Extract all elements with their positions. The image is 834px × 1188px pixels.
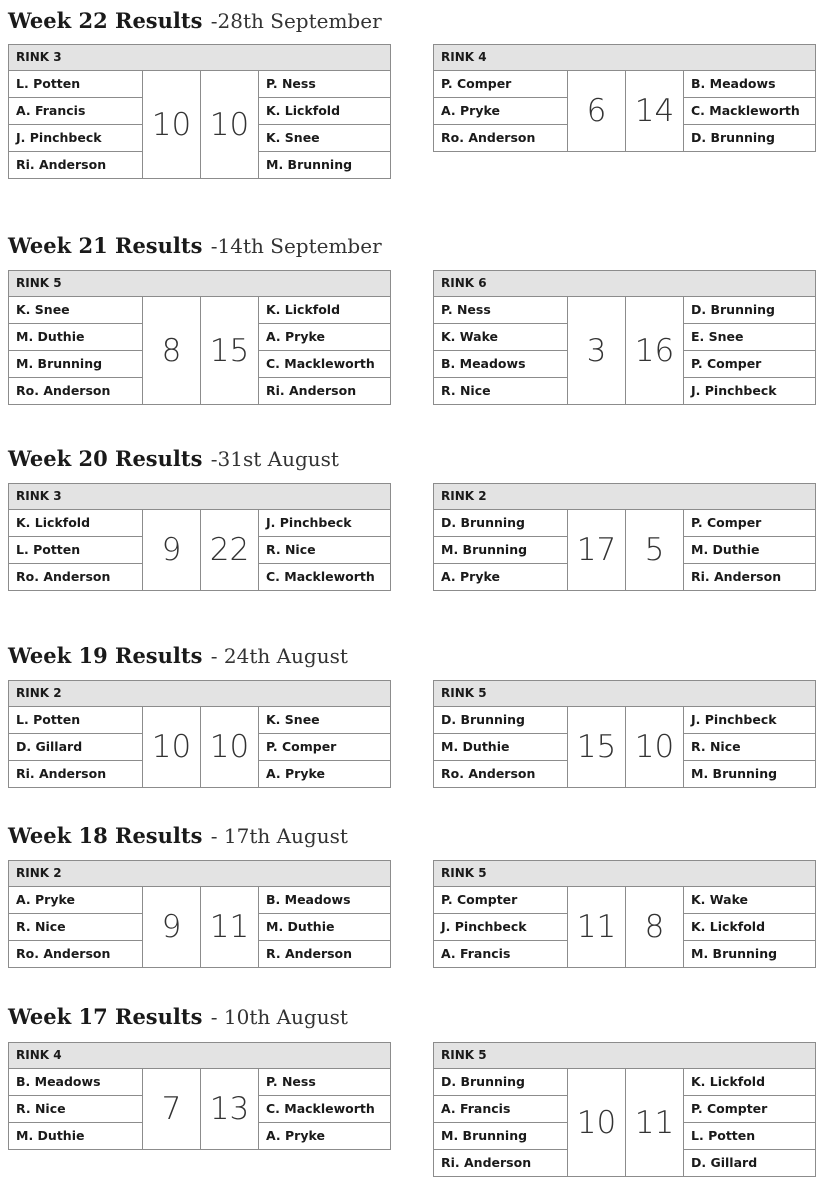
left-team <box>434 297 567 405</box>
week-heading <box>8 446 339 470</box>
player-name: C. Mackleworth <box>259 351 390 378</box>
score-left: 6 <box>567 71 625 152</box>
score-right: 14 <box>625 71 683 152</box>
player-name: P. Ness <box>259 1069 390 1096</box>
right-team <box>258 71 390 179</box>
left-team <box>9 71 142 179</box>
week-heading <box>8 8 382 32</box>
score-left: 10 <box>567 1069 625 1177</box>
rink-label: RINK 5 <box>9 271 390 297</box>
player-name: B. Meadows <box>434 351 567 378</box>
score-left: 9 <box>142 510 200 591</box>
score-left: 15 <box>567 707 625 788</box>
player-name: Ro. Anderson <box>434 125 567 152</box>
player-name: Ro. Anderson <box>9 564 142 591</box>
right-team <box>258 297 390 405</box>
week-title: Week 21 Results <box>8 233 203 258</box>
match-card <box>8 860 391 968</box>
match-grid <box>9 297 390 405</box>
player-name: B. Meadows <box>9 1069 142 1096</box>
player-name: B. Meadows <box>259 887 390 914</box>
match-card <box>433 483 816 591</box>
score-right: 10 <box>200 707 258 788</box>
match-card <box>8 44 391 179</box>
right-team <box>683 510 815 591</box>
rink-label: RINK 2 <box>9 861 390 887</box>
player-name: A. Pryke <box>259 324 390 351</box>
match-grid <box>9 887 390 968</box>
player-name: M. Duthie <box>434 734 567 761</box>
rink-label: RINK 5 <box>434 1043 815 1069</box>
score-right: 13 <box>200 1069 258 1150</box>
week-heading <box>8 643 348 667</box>
player-name: P. Comper <box>684 510 815 537</box>
player-name: A. Pryke <box>259 761 390 788</box>
week-date: - 24th August <box>210 644 348 668</box>
player-name: J. Pinchbeck <box>434 914 567 941</box>
score-left: 11 <box>567 887 625 968</box>
match-grid <box>9 1069 390 1150</box>
left-team <box>9 1069 142 1150</box>
score-left: 9 <box>142 887 200 968</box>
player-name: K. Snee <box>259 707 390 734</box>
player-name: K. Snee <box>259 125 390 152</box>
right-team <box>258 1069 390 1150</box>
player-name: M. Duthie <box>259 914 390 941</box>
match-grid <box>434 71 815 152</box>
player-name: D. Brunning <box>434 1069 567 1096</box>
player-name: C. Mackleworth <box>259 1096 390 1123</box>
score-left: 7 <box>142 1069 200 1150</box>
player-name: J. Pinchbeck <box>9 125 142 152</box>
player-name: L. Potten <box>9 707 142 734</box>
score-left: 10 <box>142 71 200 179</box>
player-name: J. Pinchbeck <box>684 707 815 734</box>
player-name: A. Francis <box>434 1096 567 1123</box>
score-right: 10 <box>625 707 683 788</box>
rink-label: RINK 5 <box>434 681 815 707</box>
left-team <box>434 887 567 968</box>
right-team <box>258 510 390 591</box>
player-name: B. Meadows <box>684 71 815 98</box>
right-team <box>683 71 815 152</box>
left-team <box>9 887 142 968</box>
rink-label: RINK 3 <box>9 45 390 71</box>
score-right: 10 <box>200 71 258 179</box>
score-right: 8 <box>625 887 683 968</box>
player-name: Ri. Anderson <box>434 1150 567 1177</box>
rink-label: RINK 4 <box>434 45 815 71</box>
match-card <box>8 270 391 405</box>
rink-label: RINK 5 <box>434 861 815 887</box>
match-grid <box>434 887 815 968</box>
right-team <box>258 707 390 788</box>
right-team <box>683 297 815 405</box>
rink-label: RINK 6 <box>434 271 815 297</box>
player-name: L. Potten <box>9 71 142 98</box>
player-name: P. Ness <box>434 297 567 324</box>
player-name: A. Pryke <box>259 1123 390 1150</box>
player-name: M. Brunning <box>684 761 815 788</box>
score-right: 5 <box>625 510 683 591</box>
player-name: Ri. Anderson <box>259 378 390 405</box>
score-right: 15 <box>200 297 258 405</box>
player-name: M. Brunning <box>259 152 390 179</box>
player-name: D. Gillard <box>684 1150 815 1177</box>
week-date: -31st August <box>210 447 339 471</box>
week-date: -14th September <box>210 234 382 258</box>
player-name: D. Gillard <box>9 734 142 761</box>
player-name: R. Nice <box>259 537 390 564</box>
player-name: M. Duthie <box>9 1123 142 1150</box>
player-name: K. Snee <box>9 297 142 324</box>
right-team <box>258 887 390 968</box>
match-card <box>433 270 816 405</box>
player-name: E. Snee <box>684 324 815 351</box>
player-name: K. Wake <box>434 324 567 351</box>
score-left: 10 <box>142 707 200 788</box>
week-date: - 10th August <box>210 1005 348 1029</box>
match-grid <box>434 707 815 788</box>
left-team <box>434 1069 567 1177</box>
player-name: R. Nice <box>684 734 815 761</box>
match-card <box>8 483 391 591</box>
match-card <box>8 680 391 788</box>
player-name: D. Brunning <box>434 510 567 537</box>
match-grid <box>9 510 390 591</box>
match-grid <box>9 71 390 179</box>
player-name: A. Pryke <box>434 98 567 125</box>
player-name: D. Brunning <box>684 297 815 324</box>
left-team <box>434 707 567 788</box>
score-left: 8 <box>142 297 200 405</box>
week-title: Week 20 Results <box>8 446 203 471</box>
week-heading <box>8 823 348 847</box>
player-name: P. Compter <box>434 887 567 914</box>
player-name: M. Brunning <box>434 1123 567 1150</box>
rink-label: RINK 2 <box>434 484 815 510</box>
left-team <box>9 297 142 405</box>
player-name: R. Nice <box>9 914 142 941</box>
match-card <box>433 44 816 152</box>
player-name: A. Pryke <box>434 564 567 591</box>
rink-label: RINK 3 <box>9 484 390 510</box>
left-team <box>434 510 567 591</box>
player-name: R. Nice <box>9 1096 142 1123</box>
player-name: A. Francis <box>434 941 567 968</box>
week-heading <box>8 233 382 257</box>
player-name: C. Mackleworth <box>259 564 390 591</box>
left-team <box>9 510 142 591</box>
match-grid <box>434 510 815 591</box>
week-title: Week 18 Results <box>8 823 203 848</box>
match-grid <box>434 1069 815 1177</box>
player-name: M. Brunning <box>9 351 142 378</box>
score-right: 11 <box>200 887 258 968</box>
player-name: C. Mackleworth <box>684 98 815 125</box>
score-left: 3 <box>567 297 625 405</box>
rink-label: RINK 4 <box>9 1043 390 1069</box>
player-name: A. Pryke <box>9 887 142 914</box>
player-name: P. Ness <box>259 71 390 98</box>
score-right: 11 <box>625 1069 683 1177</box>
player-name: L. Potten <box>684 1123 815 1150</box>
match-grid <box>9 707 390 788</box>
match-card <box>8 1042 391 1150</box>
player-name: Ro. Anderson <box>434 761 567 788</box>
left-team <box>9 707 142 788</box>
player-name: P. Compter <box>684 1096 815 1123</box>
player-name: Ri. Anderson <box>9 152 142 179</box>
player-name: J. Pinchbeck <box>684 378 815 405</box>
player-name: Ri. Anderson <box>9 761 142 788</box>
player-name: K. Lickfold <box>259 98 390 125</box>
match-card <box>433 860 816 968</box>
week-title: Week 17 Results <box>8 1004 203 1029</box>
player-name: P. Comper <box>259 734 390 761</box>
player-name: M. Brunning <box>684 941 815 968</box>
week-title: Week 19 Results <box>8 643 203 668</box>
player-name: R. Anderson <box>259 941 390 968</box>
match-grid <box>434 297 815 405</box>
score-left: 17 <box>567 510 625 591</box>
left-team <box>434 71 567 152</box>
player-name: D. Brunning <box>434 707 567 734</box>
player-name: K. Wake <box>684 887 815 914</box>
week-date: - 17th August <box>210 824 348 848</box>
player-name: M. Duthie <box>684 537 815 564</box>
week-heading <box>8 1004 348 1028</box>
player-name: K. Lickfold <box>259 297 390 324</box>
player-name: M. Brunning <box>434 537 567 564</box>
right-team <box>683 707 815 788</box>
player-name: D. Brunning <box>684 125 815 152</box>
player-name: J. Pinchbeck <box>259 510 390 537</box>
score-right: 16 <box>625 297 683 405</box>
week-title: Week 22 Results <box>8 8 203 33</box>
rink-label: RINK 2 <box>9 681 390 707</box>
player-name: Ro. Anderson <box>9 941 142 968</box>
right-team <box>683 887 815 968</box>
match-card <box>433 1042 816 1177</box>
week-date: -28th September <box>210 9 382 33</box>
player-name: M. Duthie <box>9 324 142 351</box>
player-name: Ri. Anderson <box>684 564 815 591</box>
player-name: A. Francis <box>9 98 142 125</box>
player-name: Ro. Anderson <box>9 378 142 405</box>
player-name: P. Comper <box>434 71 567 98</box>
player-name: P. Comper <box>684 351 815 378</box>
player-name: R. Nice <box>434 378 567 405</box>
player-name: K. Lickfold <box>9 510 142 537</box>
player-name: K. Lickfold <box>684 1069 815 1096</box>
match-card <box>433 680 816 788</box>
right-team <box>683 1069 815 1177</box>
player-name: L. Potten <box>9 537 142 564</box>
player-name: K. Lickfold <box>684 914 815 941</box>
score-right: 22 <box>200 510 258 591</box>
